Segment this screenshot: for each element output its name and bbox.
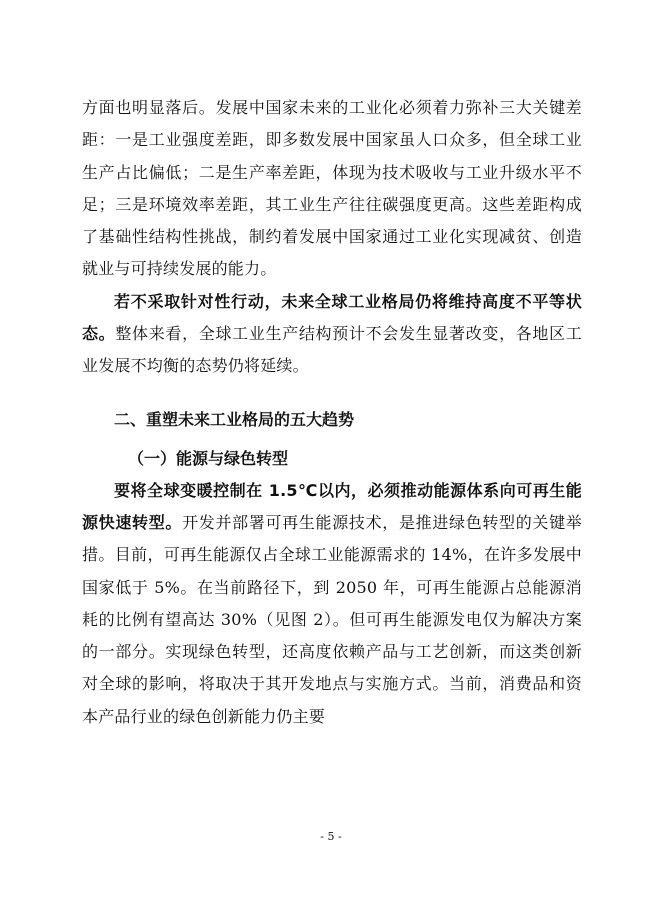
paragraph-renewable-energy bbox=[82, 475, 582, 733]
paragraph-industrial-gaps: 方面也明显落后。发展中国家未来的工业化必须着力弥补三大关键差距：一是工业强度差距，即多数发展中国家虽人口众多，但全球工业生产占比偏低；二是生产率差距，体现为技术吸收与工业升级水平不足；三是环境效率差距，其工业生产往往碳强度更高。这些差距构成了基础性结构性挑战，制约着发展中国家通过工业化实现减贫、创造就业与可持续发展的能力。 bbox=[82, 98, 582, 279]
subsection-heading-energy-transition: （一）能源与绿色转型 bbox=[128, 448, 289, 468]
paragraph-global-inequality bbox=[82, 286, 582, 383]
section-heading-five-trends: 二、重塑未来工业格局的五大趋势 bbox=[114, 409, 355, 429]
paragraph-global-inequality-body: 整体来看，全球工业生产结构预计不会发生显著改变，各地区工业发展不均衡的态势仍将延续。 bbox=[82, 324, 582, 376]
paragraph-global-inequality-lead: 若不采取针对性行动，未来全球工业格局仍将维持高度不平等状态。 bbox=[82, 291, 582, 344]
paragraph-renewable-energy-body: 开发并部署可再生能源技术，是推进绿色转型的关键举措。目前，可再生能源仅占全球工业能源需求的 14%，在许多发展中国家低于 5%。在当前路径下，到 2050 年，可再生能源占总能源消耗的比例有望高达 30%（见图 2）。但可再生能源发电仅为解决方案的一部分。实现绿色转型，还高度依赖产品与工艺创新，而这类创新对全球的影响，将取决于其开发地点与实施方式。当前，消费品和资本产品行业的绿色创新能力仍主要 bbox=[82, 512, 582, 726]
page-number: - 5 - bbox=[320, 830, 342, 843]
paragraph-renewable-energy-lead: 要将全球变暖控制在 1.5℃以内，必须推动能源体系向可再生能源快速转型。 bbox=[82, 480, 582, 532]
document-body bbox=[82, 92, 582, 733]
